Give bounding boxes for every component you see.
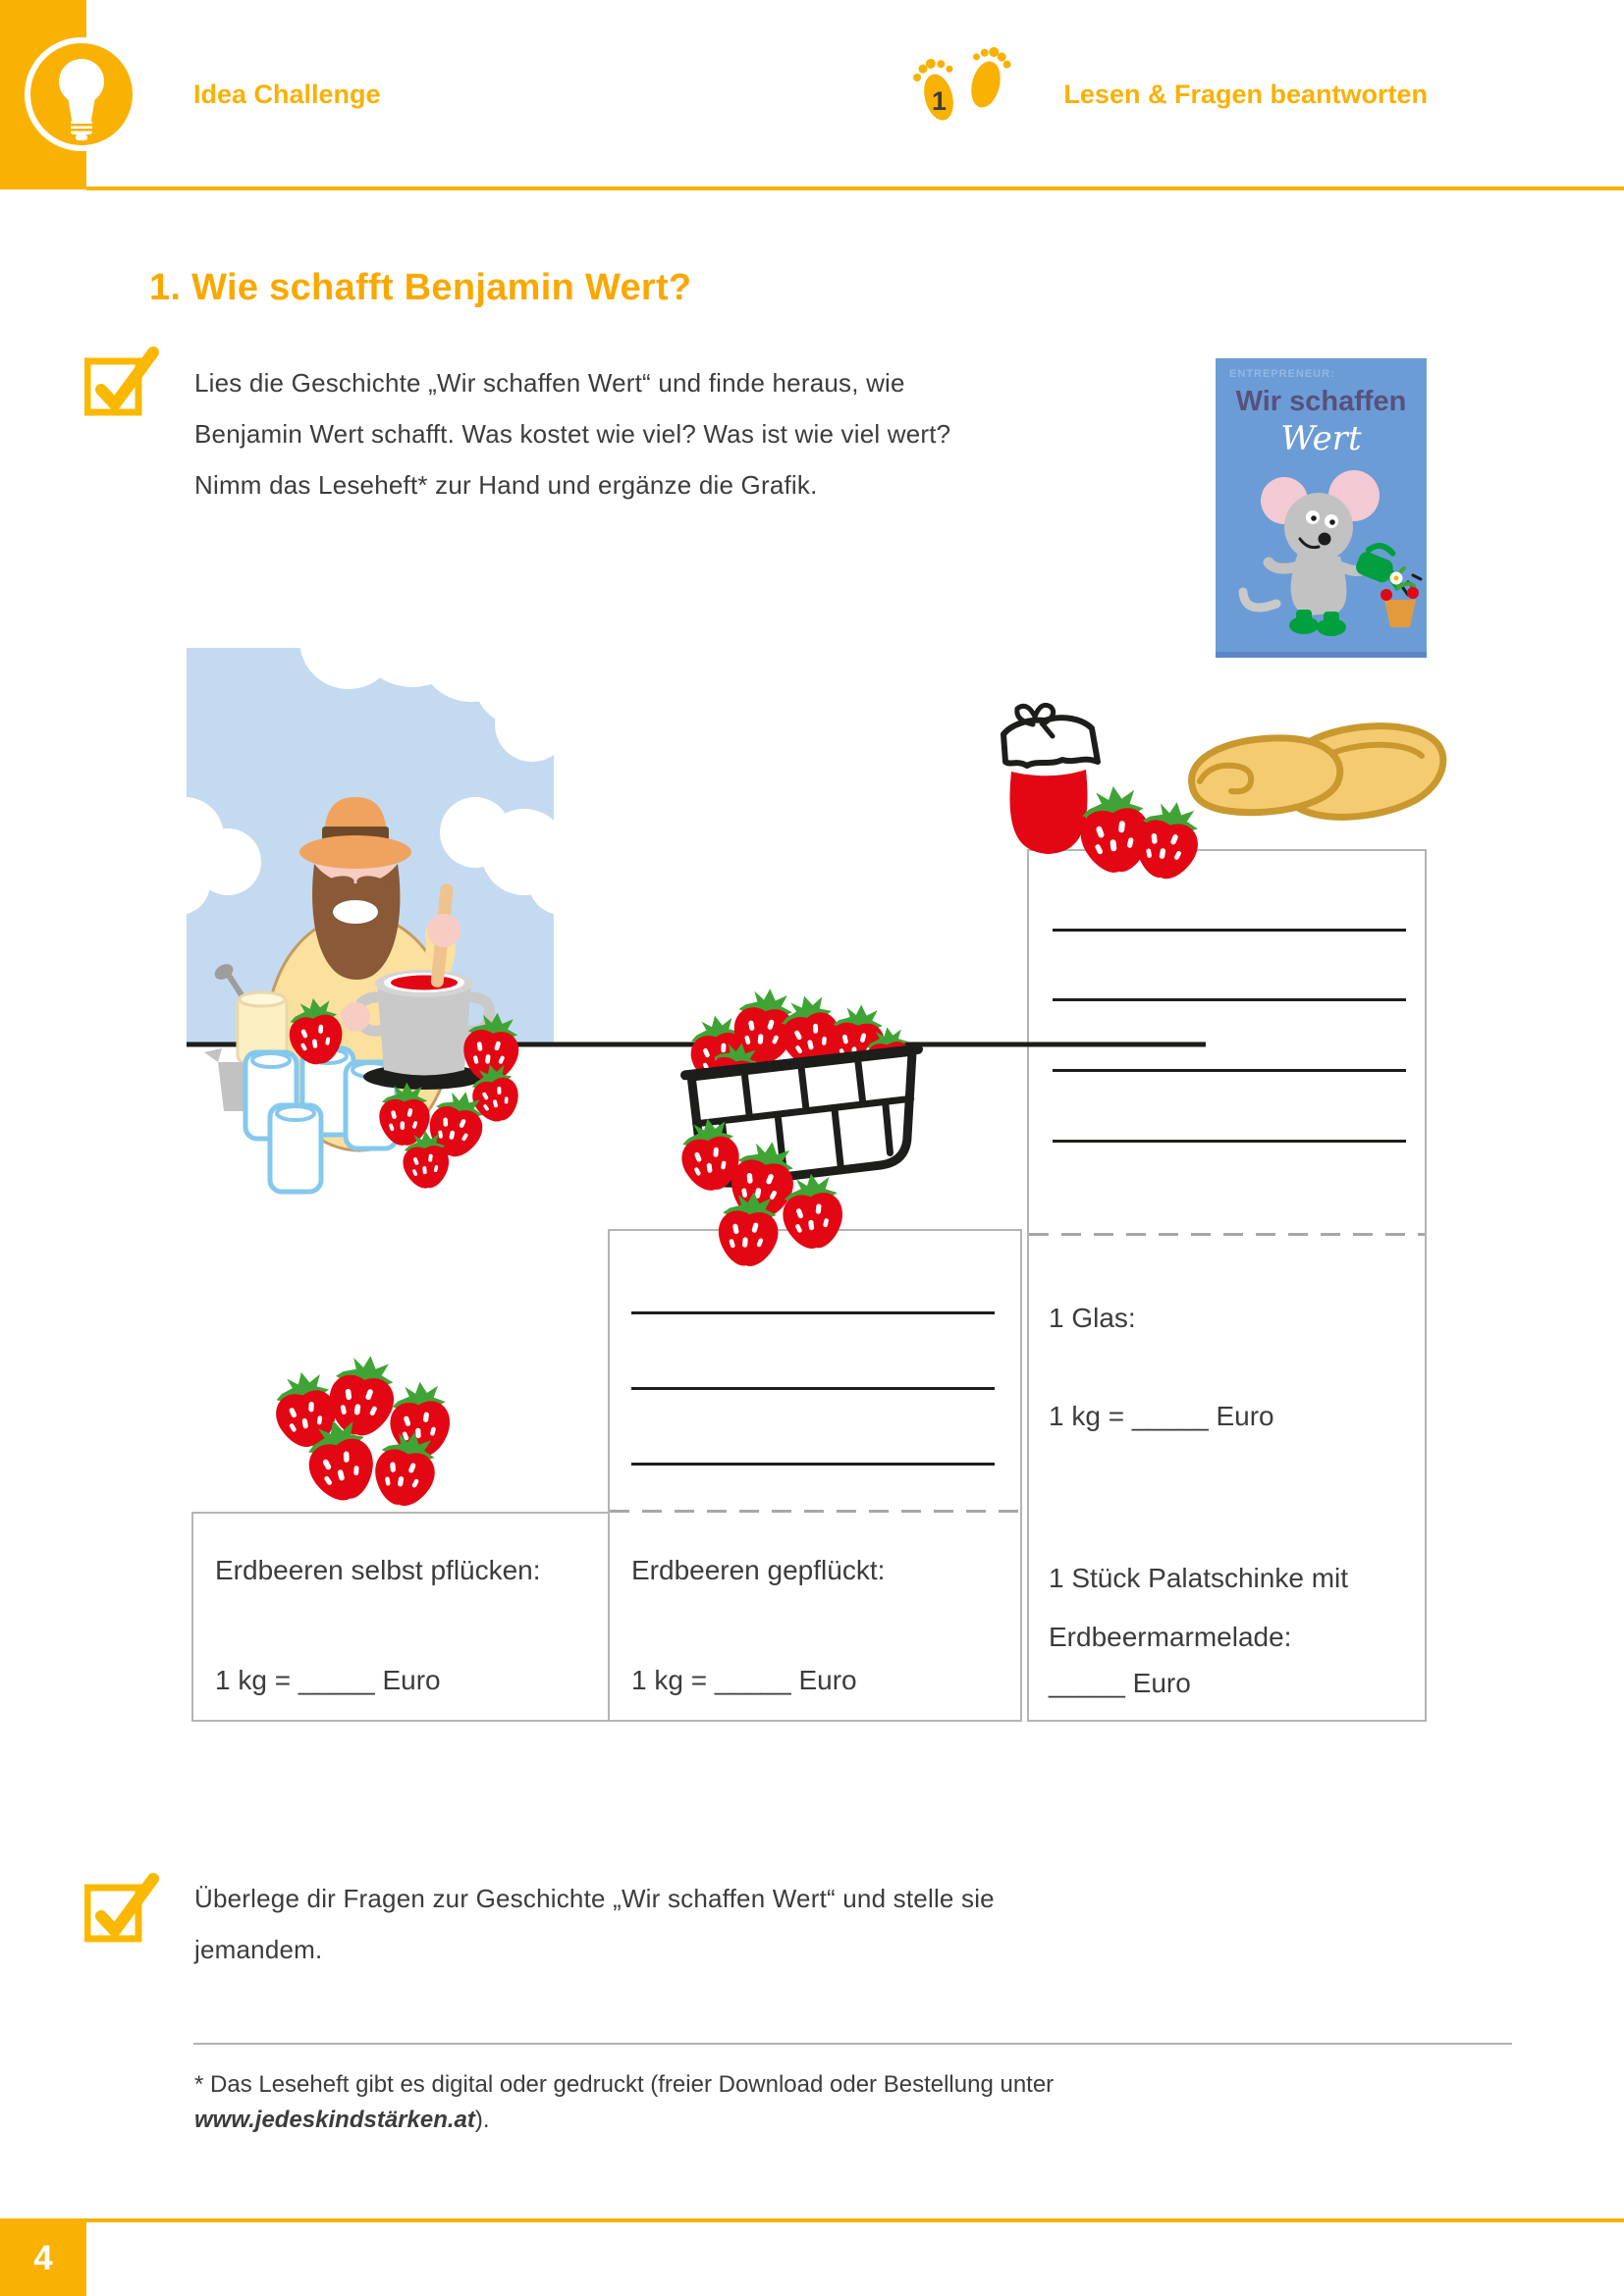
pancake-label-line2: Erdbeermarmelade:	[1049, 1622, 1292, 1652]
footnote-line1: * Das Leseheft gibt es digital oder gedruckt (freier Download oder Bestellung unter	[194, 2071, 1055, 2098]
book-cover-title: Wir schaffen	[1235, 386, 1407, 417]
write-line	[631, 1311, 995, 1314]
book-cover-bottom-strip	[1216, 652, 1427, 658]
checkbox-icon	[84, 341, 163, 417]
pancake-price: _____ Euro	[1049, 1668, 1191, 1698]
task1-line: Lies die Geschichte „Wir schaffen Wert“ und finde heraus, wie	[194, 368, 905, 398]
glass-price: 1 kg = _____ Euro	[1049, 1401, 1274, 1431]
header-right-label: Lesen & Fragen beantworten	[1063, 80, 1428, 109]
jam-jars-illustration	[204, 961, 397, 1192]
write-line	[1053, 998, 1406, 1001]
footprints-icon	[905, 33, 1021, 132]
strawberries-scene	[285, 995, 524, 1191]
book-cover-kicker: ENTREPRENEUR:	[1229, 368, 1335, 380]
footnote	[194, 2067, 1054, 2138]
write-line	[1053, 929, 1406, 932]
task1-text	[194, 357, 950, 510]
write-line	[1053, 1140, 1406, 1143]
footnote-divider	[193, 2043, 1512, 2045]
pancakes-illustration	[1192, 726, 1443, 818]
box-jam-glass	[1027, 849, 1427, 1722]
lightbulb-icon	[20, 32, 143, 156]
jam-pot-illustration	[341, 883, 490, 1090]
picked-label: Erdbeeren gepflückt:	[631, 1555, 886, 1585]
dashed-separator	[1029, 1233, 1425, 1236]
book-cover-subtitle: Wert	[1280, 419, 1362, 458]
write-line	[631, 1463, 995, 1466]
strawberries-pick-cluster	[269, 1351, 452, 1510]
dashed-separator	[610, 1510, 1020, 1513]
picked-price: 1 kg = _____ Euro	[631, 1665, 857, 1695]
task2-text	[194, 1873, 995, 1975]
header-left-label: Idea Challenge	[193, 80, 381, 109]
page-number: 4	[33, 2239, 53, 2277]
write-line	[631, 1387, 995, 1390]
mouse-illustration	[1216, 456, 1427, 658]
pick-yourself-price: 1 kg = _____ Euro	[215, 1665, 441, 1695]
header-rule	[86, 187, 1624, 190]
write-line	[1053, 1069, 1406, 1072]
pick-yourself-label: Erdbeeren selbst pflücken:	[215, 1555, 541, 1585]
checkbox-icon	[84, 1867, 163, 1944]
task2-line: Überlege dir Fragen zur Geschichte „Wir schaffen Wert“ und stelle sie	[194, 1884, 995, 1913]
step-number: 1	[932, 86, 947, 116]
box-pick-yourself	[191, 1512, 608, 1722]
box-picked	[608, 1229, 1022, 1722]
strawberry-basket-illustration	[680, 977, 924, 1185]
book-cover	[1216, 358, 1427, 658]
farmer-illustration	[267, 797, 452, 1150]
footnote-suffix: ).	[474, 2107, 490, 2133]
page-title: 1. Wie schafft Benjamin Wert?	[149, 267, 692, 308]
glass-label: 1 Glas:	[1049, 1303, 1136, 1333]
task1-line: Benjamin Wert schafft. Was kostet wie viel? Was ist wie viel wert?	[194, 419, 951, 449]
footer-rule	[0, 2218, 1624, 2222]
task2-line: jemandem.	[194, 1935, 323, 1964]
footnote-link[interactable]: www.jedeskindstärken.at	[194, 2107, 475, 2133]
pancake-label-line1: 1 Stück Palatschinke mit	[1049, 1563, 1349, 1593]
task1-line: Nimm das Leseheft* zur Hand und ergänze die Grafik.	[194, 470, 818, 500]
